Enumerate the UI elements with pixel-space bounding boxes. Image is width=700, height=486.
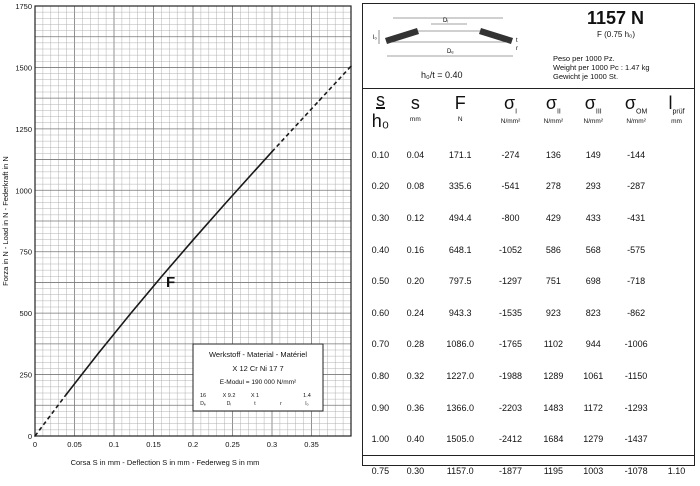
table-cell: -1988 xyxy=(499,370,523,381)
dimension-value: X 9.2 xyxy=(222,393,236,399)
data-point xyxy=(129,314,131,316)
table-cell: 278 xyxy=(545,181,561,192)
table-cell: 648.1 xyxy=(448,244,472,255)
col-header-symbol: σ xyxy=(503,93,516,113)
data-point xyxy=(224,203,226,205)
table-cell: -575 xyxy=(627,244,646,255)
x-tick-label: 0.2 xyxy=(187,440,199,449)
table-row xyxy=(363,297,694,329)
table-cell: 0.10 xyxy=(371,149,390,160)
x-axis-label: Corsa S in mm - Deflection S in mm - Federweg S in mm xyxy=(70,458,260,467)
table-row xyxy=(363,139,694,171)
table-cell xyxy=(659,139,694,171)
col-header-unit: N/mm² xyxy=(543,117,564,125)
table-cell: 0.50 xyxy=(371,276,390,287)
table-cell xyxy=(659,202,694,234)
table-row xyxy=(363,392,694,424)
table-cell: -541 xyxy=(501,181,520,192)
table-cell: -1078 xyxy=(613,455,659,486)
table-cell: 0.90 xyxy=(371,402,390,413)
table-cell: 0.16 xyxy=(406,244,425,255)
col-header-symbol: F xyxy=(454,93,466,113)
drawing-label-r: r xyxy=(516,46,518,52)
table-cell: 0.80 xyxy=(371,370,390,381)
table-cell: -1052 xyxy=(499,244,523,255)
col-header-s-h0 xyxy=(363,89,398,139)
table-cell: -287 xyxy=(627,181,646,192)
col-header-sigma-iii xyxy=(573,89,613,139)
curve-label: F xyxy=(166,274,176,291)
table-cell: 0.24 xyxy=(406,307,425,318)
x-tick-label: 0.3 xyxy=(266,440,278,449)
table-cell: -1877 xyxy=(488,455,534,486)
col-header-sigma-om xyxy=(613,89,659,139)
table-cell: 1483 xyxy=(543,402,564,413)
dimension-label: r xyxy=(280,401,282,407)
col-header-subscript: I xyxy=(515,108,518,116)
table-cell xyxy=(659,171,694,203)
table-cell: 751 xyxy=(545,276,561,287)
table-cell: 0.28 xyxy=(406,339,425,350)
dimension-value: X 1 xyxy=(250,393,260,399)
table-cell: 0.08 xyxy=(406,181,425,192)
table-cell: 429 xyxy=(545,212,561,223)
weight-info-line: Gewicht je 1000 St. xyxy=(553,72,619,81)
table-cell: -1297 xyxy=(499,276,523,287)
table-cell: -718 xyxy=(627,276,646,287)
dimension-label: l₀ xyxy=(305,401,309,407)
table-cell: 1102 xyxy=(543,339,564,350)
table-cell: 0.04 xyxy=(406,149,425,160)
table-cell: -1006 xyxy=(624,339,648,350)
table-row xyxy=(363,265,694,297)
table-cell: 944 xyxy=(585,339,601,350)
table-cell: -274 xyxy=(501,149,520,160)
table-cell: -800 xyxy=(501,212,520,223)
spring-data-table xyxy=(363,89,694,486)
weight-info-line: Weight per 1000 Pc : 1.47 kg xyxy=(553,63,650,72)
data-point xyxy=(192,239,194,241)
x-tick-label: 0.25 xyxy=(225,440,240,449)
table-cell: -1437 xyxy=(624,434,648,445)
col-header-l-pruef xyxy=(659,89,694,139)
table-cell: 136 xyxy=(545,149,561,160)
table-row xyxy=(363,171,694,203)
table-cell: 1279 xyxy=(583,434,604,445)
table-cell: 0.30 xyxy=(371,212,390,223)
dimension-value: 1.4 xyxy=(303,393,311,399)
y-tick-label: 1250 xyxy=(15,124,32,134)
table-cell: 943.3 xyxy=(448,307,472,318)
table-cell: 568 xyxy=(585,244,601,255)
force-note: F (0.75 h₀) xyxy=(597,30,635,39)
table-cell: 1086.0 xyxy=(446,339,474,350)
col-header-subscript: III xyxy=(595,108,602,116)
col-header-symbol: s xyxy=(375,90,385,110)
table-cell: 1061 xyxy=(583,370,604,381)
drawing-label-l0: l₀ xyxy=(373,35,377,41)
y-tick-label: 250 xyxy=(19,370,32,380)
material-name: X 12 Cr Ni 17 7 xyxy=(232,364,284,373)
table-cell: -1293 xyxy=(624,402,648,413)
table-cell: 0.70 xyxy=(371,339,390,350)
col-header-sigma-ii xyxy=(533,89,573,139)
col-header-unit: mm xyxy=(409,116,421,123)
table-cell: -144 xyxy=(627,149,646,160)
table-cell xyxy=(659,329,694,361)
data-point xyxy=(287,134,289,136)
table-cell: 1157.0 xyxy=(433,455,488,486)
table-row xyxy=(363,329,694,361)
table-body xyxy=(363,139,694,486)
col-header-subscript: OM xyxy=(636,108,648,116)
col-header-s xyxy=(398,89,433,139)
data-point xyxy=(319,100,321,102)
material-modulus: E-Modul = 190 000 N/mm² xyxy=(219,379,297,386)
table-cell: 1366.0 xyxy=(446,402,474,413)
col-header-symbol: σ xyxy=(584,93,596,113)
table-cell: 923 xyxy=(545,307,561,318)
table-cell: 1003 xyxy=(573,455,613,486)
force-deflection-chart xyxy=(0,0,360,471)
col-header-subscript: II xyxy=(556,108,561,116)
data-point xyxy=(350,65,352,67)
y-tick-label: 1500 xyxy=(15,63,32,73)
col-header-symbol: σ xyxy=(624,93,637,113)
y-axis-label: Forza in N - Load in N - Federkraft in N xyxy=(1,156,10,286)
col-header-symbol: l xyxy=(668,93,673,113)
table-cell xyxy=(659,423,694,455)
data-point xyxy=(66,393,68,395)
table-cell: 1172 xyxy=(583,402,603,413)
data-point xyxy=(34,435,36,437)
table-cell: 293 xyxy=(585,181,601,192)
table-cell: -2412 xyxy=(499,434,523,445)
y-tick-label: 750 xyxy=(19,247,32,257)
table-cell: 698 xyxy=(585,276,601,287)
data-point xyxy=(255,168,257,170)
col-header-symbol: σ xyxy=(545,93,557,113)
table-header-row xyxy=(363,89,694,139)
table-cell: 1227.0 xyxy=(446,370,474,381)
table-cell: 0.20 xyxy=(406,276,425,287)
table-cell xyxy=(659,360,694,392)
table-cell: 149 xyxy=(585,149,601,160)
table-cell xyxy=(659,297,694,329)
table-cell: 1289 xyxy=(543,370,564,381)
drawing-label-t: t xyxy=(516,38,518,44)
weight-info xyxy=(553,54,650,81)
table-cell: 335.6 xyxy=(448,181,472,192)
col-header-unit: mm xyxy=(671,117,682,125)
table-row xyxy=(363,202,694,234)
table-cell: 0.75 xyxy=(363,455,398,486)
table-cell: 0.20 xyxy=(371,181,390,192)
dimension-value: 16 xyxy=(199,393,207,399)
table-cell xyxy=(659,265,694,297)
spring-data-panel xyxy=(362,3,695,476)
table-cell: 171.1 xyxy=(448,149,472,160)
col-header-denominator: h₀ xyxy=(371,111,390,131)
col-header-unit: N xyxy=(457,116,463,123)
table-row xyxy=(363,234,694,266)
y-tick-label: 1000 xyxy=(15,186,32,196)
y-axis-ticks xyxy=(15,2,32,441)
table-cell: -431 xyxy=(627,212,646,223)
col-header-unit: N/mm² xyxy=(626,117,646,125)
spring-section-right xyxy=(479,28,513,44)
x-tick-label: 0.15 xyxy=(146,440,161,449)
table-cell: -1765 xyxy=(499,339,523,350)
y-tick-label: 500 xyxy=(19,309,32,319)
data-point xyxy=(161,276,163,278)
x-tick-label: 0.35 xyxy=(304,440,319,449)
data-point xyxy=(271,151,273,153)
col-header-unit: N/mm² xyxy=(500,117,521,125)
panel-header xyxy=(363,4,694,89)
table-cell: 1684 xyxy=(543,434,564,445)
table-cell xyxy=(659,234,694,266)
material-title: Werkstoff - Material - Matériel xyxy=(208,350,308,359)
x-tick-label: 0 xyxy=(32,440,38,449)
table-cell: -2203 xyxy=(499,402,523,413)
x-tick-label: 0.05 xyxy=(67,440,82,449)
spring-section-left xyxy=(385,28,419,44)
y-tick-label: 1750 xyxy=(15,2,32,11)
table-cell: 0.36 xyxy=(406,402,425,413)
table-cell: 0.40 xyxy=(371,244,390,255)
x-tick-label: 0.1 xyxy=(108,440,120,449)
table-cell: 0.12 xyxy=(406,212,425,223)
table-cell: 1.10 xyxy=(659,455,694,486)
table-cell: 1.00 xyxy=(371,434,390,445)
y-tick-label: 0 xyxy=(27,432,32,441)
dimension-label: Dₑ xyxy=(200,401,206,407)
disc-spring-drawing xyxy=(373,8,523,68)
table-cell: 0.40 xyxy=(406,434,425,445)
x-axis-ticks xyxy=(33,440,319,449)
table-cell: 0.32 xyxy=(406,370,425,381)
drawing-label-di: Dᵢ xyxy=(443,18,449,24)
table-cell: -1150 xyxy=(624,370,648,381)
table-row xyxy=(363,423,694,455)
height-thickness-ratio: h₀/t = 0.40 xyxy=(421,70,463,80)
table-cell: 797.5 xyxy=(448,276,472,287)
table-cell: 0.60 xyxy=(371,307,390,318)
table-cell: 1505.0 xyxy=(446,434,474,445)
table-cell: -862 xyxy=(627,307,646,318)
table-cell: 494.4 xyxy=(448,212,472,223)
model-number: 1157 N xyxy=(587,8,645,28)
col-header-sigma-i xyxy=(488,89,534,139)
table-cell: 1195 xyxy=(533,455,573,486)
col-header-subscript: prüf xyxy=(672,108,685,116)
drawing-label-de: Dₑ xyxy=(447,49,454,55)
col-header-unit: N/mm² xyxy=(583,117,603,125)
weight-info-line: Peso per 1000 Pz. xyxy=(553,54,615,63)
table-cell: -1535 xyxy=(499,307,523,318)
col-header-symbol: s xyxy=(410,93,420,113)
table-cell xyxy=(659,392,694,424)
table-cell: 586 xyxy=(545,244,561,255)
table-cell: 433 xyxy=(585,212,601,223)
table-row xyxy=(363,360,694,392)
table-cell: 823 xyxy=(585,307,601,318)
col-header-f xyxy=(433,89,488,139)
data-point xyxy=(97,353,99,355)
material-box xyxy=(193,344,323,411)
dimension-label: t xyxy=(254,401,256,407)
table-cell: 0.30 xyxy=(398,455,433,486)
dimension-label: Dᵢ xyxy=(226,401,232,407)
